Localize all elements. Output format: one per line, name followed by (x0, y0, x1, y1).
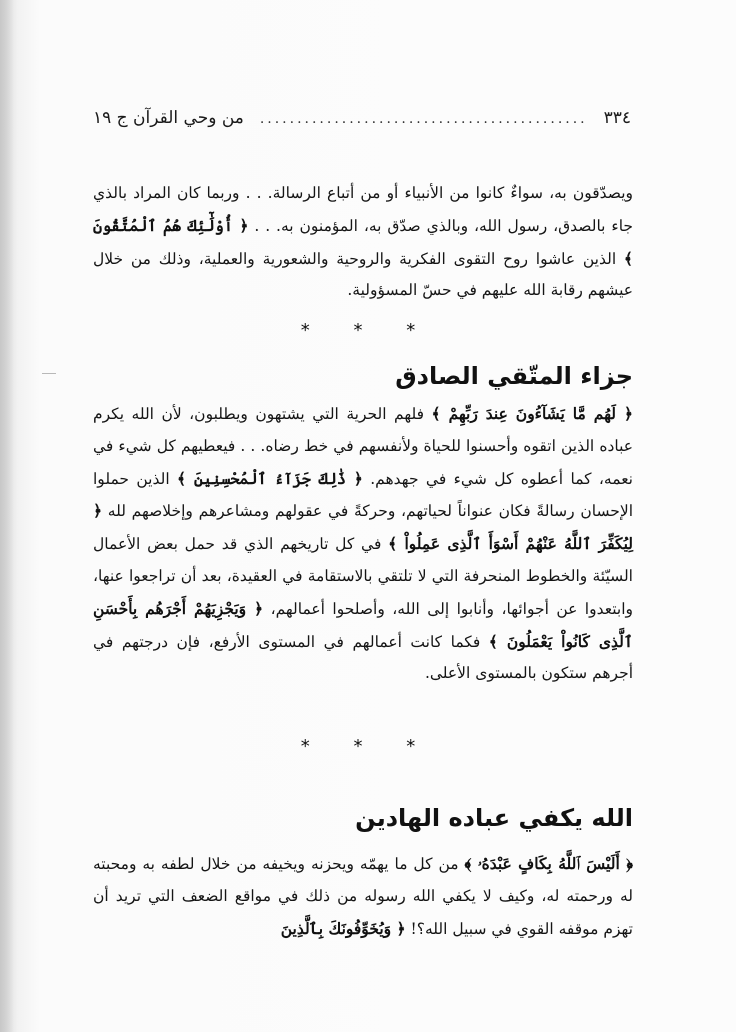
running-header (93, 108, 631, 140)
paragraph-text: فكما كانت أعمالهم في المستوى الأرفع، فإن درجتهم في أجرهم ستكون بالمستوى الأعلى. (93, 632, 633, 683)
section-separator: * * * (300, 736, 426, 757)
paragraph-text: الذين حملوا الإحسان رسالةً فكان عنواناً لحياتهم، وحركةً في عقولهم ومشاعرهم وإخلاصهم لله (93, 469, 633, 521)
quran-verse: ﴿ ذَٰلِكَ جَزَآءُ ٱلْمُحْسِنِينَ ﴾ (177, 468, 363, 488)
quran-verse: ﴿ وَيُخَوِّفُونَكَ بِٱلَّذِينَ (280, 918, 406, 938)
quran-verse: ﴿ لِيُكَفِّرَ ٱللَّهُ عَنْهُمْ أَسْوَأَ ٱلَّذِى عَمِلُواْ ﴾ (93, 501, 633, 554)
page-number: ٣٣٤ (603, 108, 631, 128)
book-title: من وحي القرآن ج ١٩ (93, 108, 244, 128)
paragraph-text: من كل ما يهمّه ويحزنه ويخيفه من خلال لطفه به ومحبته له ورحمته له، وكيف لا يكفي الله رسوله من ذلك في مواقع الضعف التي تريد أن تهزم موقفه القوي في سبيل الله؟! (93, 855, 633, 938)
paragraph-text: ويصدّقون به، سواءٌ كانوا من الأنبياء أو من أتباع الرسالة. . . وربما كان المراد بالذي جاء بالصدق، رسول الله، وبالذي صدّق به، المؤمنون به. . . (93, 184, 634, 235)
section-heading: الله يكفي عباده الهادين (355, 804, 633, 832)
paragraph-text: الذين عاشوا روح التقوى الفكرية والروحية والشعورية والعملية، وذلك من خلال عيشهم رقابة الله عليهم في حسّ المسؤولية. (93, 249, 633, 300)
quran-verse: ﴿ لَهُم مَّا يَشَآءُونَ عِندَ رَبِّهِمْ ﴾ (431, 404, 633, 423)
paragraph-text: في كل تاريخهم الذي قد حمل بعض الأعمال السيّئة والخطوط المنحرفة التي لا تلتقي بالاستقامة في العقيدة، بعد أن تراجعوا عنها، وابتعدوا عن أجوائها، وأنابوا إلى الله، وأصلحوا أعمالهم، (93, 535, 633, 618)
quran-verse: ﴿ وَيَجْزِيَهُمْ أَجْرَهُم بِأَحْسَنِ ٱلَّذِى كَانُواْ يَعْمَلُونَ ﴾ (93, 598, 633, 651)
spine-shadow (0, 0, 14, 1032)
section-separator: * * * (300, 320, 426, 341)
quran-verse: ﴿ أَلَيْسَ ٱللَّهُ بِكَافٍ عَبْدَهُۥ ﴾ (464, 854, 633, 873)
paragraph-3 (93, 848, 633, 945)
leader-dots: ............................................ (259, 111, 588, 127)
paragraph-text: فلهم الحرية التي يشتهون ويطلبون، لأن الله يكرم عباده الذين اتقوه وأحسنوا للحياة ولأنفسهم في خط رضاه. . . فيعطيهم كل شيء في نعمه، كما أعطوه كل شيء في جهدهم. (93, 405, 633, 488)
quran-verse: ﴿ أُوْلَٰٓئِكَ هُمُ ٱلْمُتَّقُونَ ﴾ (93, 215, 633, 268)
paragraph-1 (93, 178, 633, 307)
section-heading: جزاء المتّقي الصادق (395, 362, 633, 390)
margin-mark (42, 373, 56, 374)
paragraph-2 (93, 398, 633, 690)
